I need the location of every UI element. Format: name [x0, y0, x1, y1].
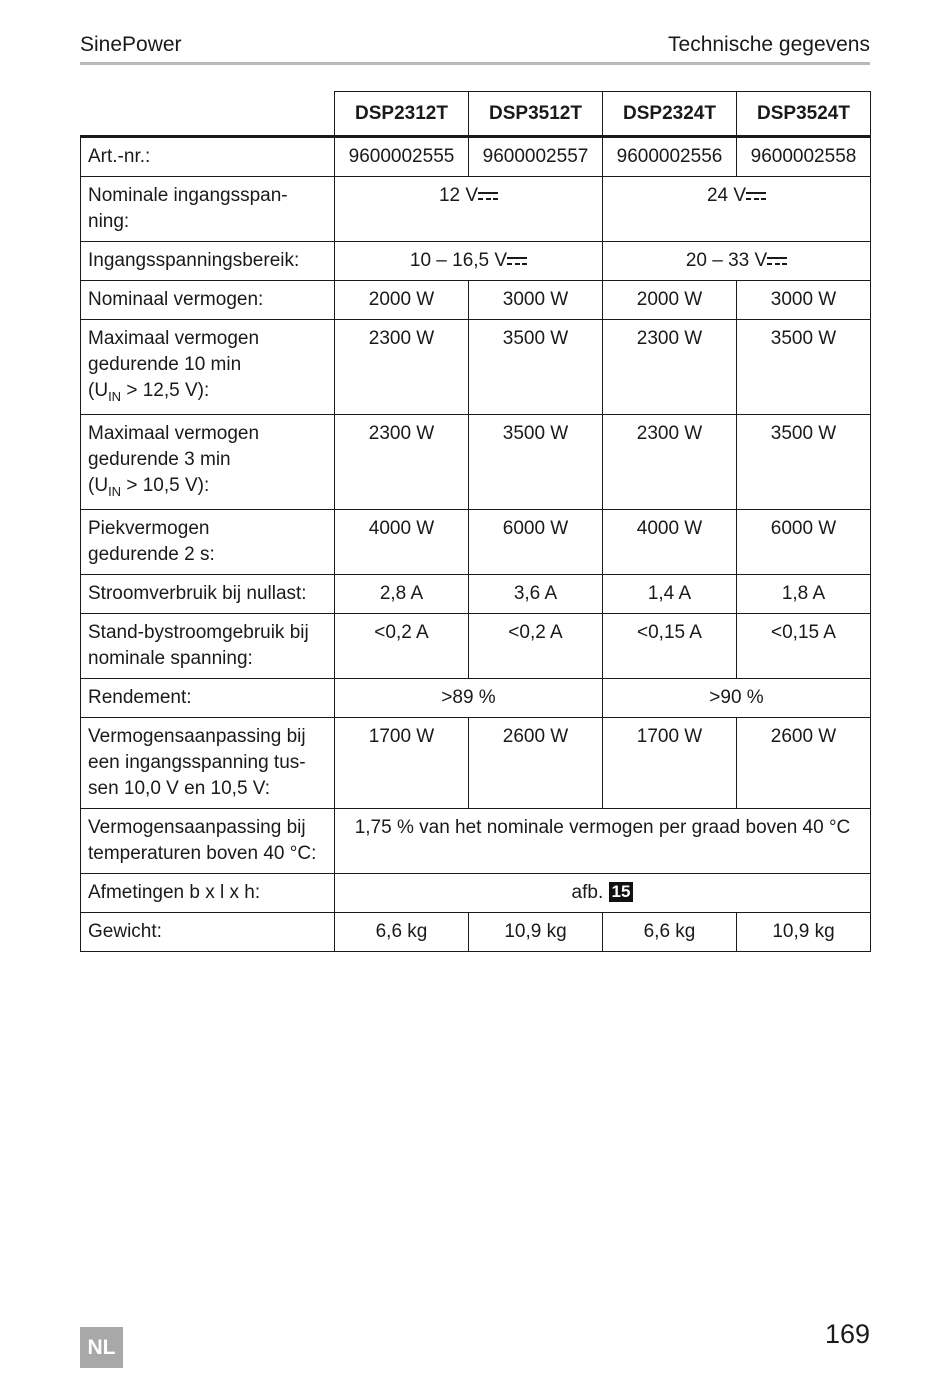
voltage-range: 10 – 16,5 V — [409, 250, 508, 271]
cell-value: 3500 W — [469, 415, 603, 510]
voltage-value: 24 V — [706, 185, 747, 206]
label-line: sen 10,0 V en 10,5 V: — [88, 778, 271, 799]
table-row — [81, 575, 871, 614]
table-row — [81, 242, 871, 281]
cell-value: 4000 W — [603, 510, 737, 575]
row-label — [81, 320, 335, 415]
table-row — [81, 137, 871, 177]
row-label: Nominaal vermogen: — [81, 281, 335, 320]
cell-value: <0,15 A — [737, 614, 871, 679]
label-line: > 10,5 V): — [121, 475, 210, 496]
cell-value: <0,2 A — [335, 614, 469, 679]
label-line: temperaturen boven 40 °C: — [88, 843, 317, 864]
cell-value: 1,75 % van het nominale vermogen per graad boven 40 °C — [335, 809, 871, 874]
row-label: Ingangsspanningsbereik: — [81, 242, 335, 281]
table-row — [81, 913, 871, 952]
row-label: Stroomverbruik bij nullast: — [81, 575, 335, 614]
label-line: Stand-bystroomgebruik bij — [88, 622, 309, 643]
cell-value: 3,6 A — [469, 575, 603, 614]
cell-value: 9600002557 — [469, 137, 603, 177]
cell-value: 2300 W — [603, 415, 737, 510]
figure-reference-badge: 15 — [609, 882, 634, 902]
table-header-row — [81, 92, 871, 137]
page-header — [80, 30, 870, 65]
cell-value: 9600002558 — [737, 137, 871, 177]
dc-symbol-icon — [478, 191, 498, 202]
cell-value: 3500 W — [737, 320, 871, 415]
product-name: SinePower — [80, 33, 182, 56]
label-line: gedurende 2 s: — [88, 544, 215, 565]
cell-value: <0,15 A — [603, 614, 737, 679]
voltage-range: 20 – 33 V — [685, 250, 768, 271]
cell-value: 10,9 kg — [737, 913, 871, 952]
cell-value: 2600 W — [737, 718, 871, 809]
row-label — [81, 415, 335, 510]
cell-value: 3000 W — [737, 281, 871, 320]
model-header: DSP3524T — [737, 92, 871, 137]
cell-value: 4000 W — [335, 510, 469, 575]
cell-value: 2300 W — [335, 320, 469, 415]
row-label: Afmetingen b x l x h: — [81, 874, 335, 913]
row-label: Rendement: — [81, 679, 335, 718]
label-subscript: IN — [108, 389, 122, 404]
cell-value — [335, 242, 603, 281]
row-label: Nominale ingangsspan-ning: — [81, 177, 335, 242]
label-line: Vermogensaanpassing bij — [88, 817, 306, 838]
label-line: Piekvermogen — [88, 518, 210, 539]
table-row — [81, 614, 871, 679]
cell-value: 10,9 kg — [469, 913, 603, 952]
label-line: een ingangsspanning tus- — [88, 752, 306, 773]
label-line: > 12,5 V): — [121, 380, 210, 401]
dc-symbol-icon — [746, 191, 766, 202]
cell-value: 9600002556 — [603, 137, 737, 177]
label-subscript: IN — [108, 484, 122, 499]
row-label — [81, 718, 335, 809]
cell-value: >90 % — [603, 679, 871, 718]
cell-value: 6,6 kg — [603, 913, 737, 952]
model-header: DSP2324T — [603, 92, 737, 137]
label-line: Maximaal vermogen — [88, 328, 260, 349]
voltage-value: 12 V — [438, 185, 479, 206]
row-label — [81, 510, 335, 575]
table-row — [81, 281, 871, 320]
label-line: Maximaal vermogen — [88, 423, 260, 444]
dc-symbol-icon — [507, 256, 527, 267]
label-line: (U — [88, 475, 109, 496]
table-row — [81, 679, 871, 718]
model-header: DSP2312T — [335, 92, 469, 137]
cell-value — [335, 874, 871, 913]
cell-value: <0,2 A — [469, 614, 603, 679]
table-row — [81, 809, 871, 874]
cell-value: 1700 W — [335, 718, 469, 809]
row-label: Gewicht: — [81, 913, 335, 952]
cell-value: 3500 W — [737, 415, 871, 510]
cell-value: 1,4 A — [603, 575, 737, 614]
label-line: (U — [88, 380, 109, 401]
cell-value: 2000 W — [603, 281, 737, 320]
label-line: gedurende 10 min — [88, 354, 242, 375]
section-title: Technische gegevens — [668, 33, 870, 56]
cell-value: 9600002555 — [335, 137, 469, 177]
cell-value: 1,8 A — [737, 575, 871, 614]
table-row — [81, 177, 871, 242]
table-row — [81, 510, 871, 575]
cell-value: 3500 W — [469, 320, 603, 415]
cell-value: 3000 W — [469, 281, 603, 320]
row-label — [81, 614, 335, 679]
cell-value — [603, 177, 871, 242]
cell-value — [603, 242, 871, 281]
label-line: gedurende 3 min — [88, 449, 231, 470]
cell-value: 6000 W — [469, 510, 603, 575]
cell-value: 2300 W — [603, 320, 737, 415]
language-badge: NL — [80, 1327, 123, 1368]
cell-value: 2,8 A — [335, 575, 469, 614]
table-row — [81, 320, 871, 415]
cell-value: 2300 W — [335, 415, 469, 510]
dc-symbol-icon — [767, 256, 787, 267]
header-corner — [81, 92, 335, 137]
label-line: nominale spanning: — [88, 648, 253, 669]
table-row — [81, 718, 871, 809]
cell-value — [335, 177, 603, 242]
table-row — [81, 874, 871, 913]
row-label: Art.-nr.: — [81, 137, 335, 177]
label-line: Vermogensaanpassing bij — [88, 726, 306, 747]
figure-prefix: afb. — [571, 882, 604, 903]
table-row — [81, 415, 871, 510]
cell-value: 2000 W — [335, 281, 469, 320]
technical-data-table — [80, 91, 871, 952]
cell-value: 6000 W — [737, 510, 871, 575]
row-label — [81, 809, 335, 874]
cell-value: 6,6 kg — [335, 913, 469, 952]
cell-value: 2600 W — [469, 718, 603, 809]
page-number: 169 — [824, 1319, 870, 1349]
model-header: DSP3512T — [469, 92, 603, 137]
cell-value: 1700 W — [603, 718, 737, 809]
cell-value: >89 % — [335, 679, 603, 718]
